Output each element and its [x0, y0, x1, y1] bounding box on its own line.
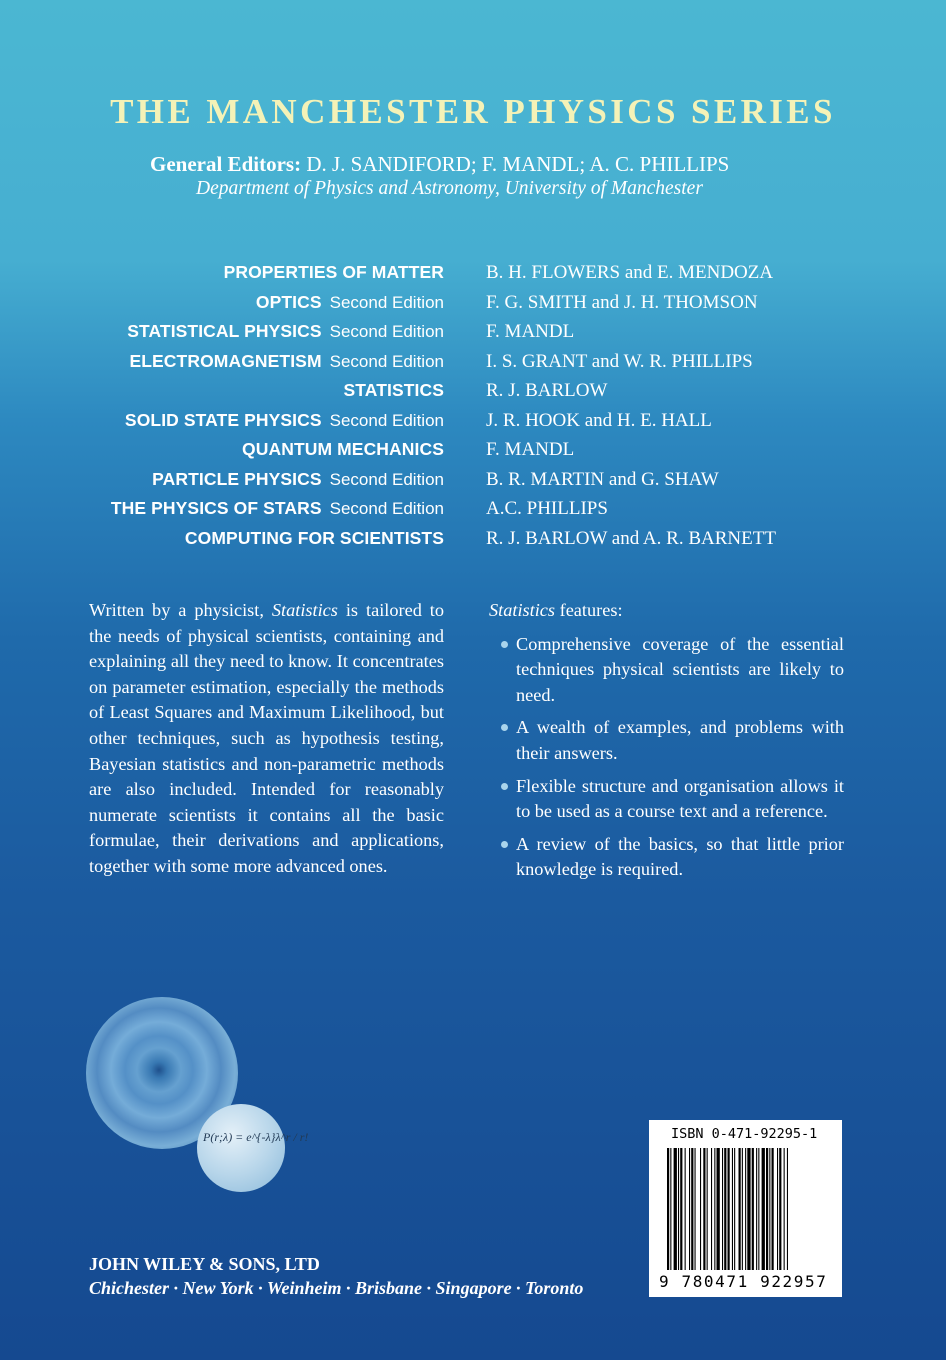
description-book-name: Statistics	[271, 600, 338, 620]
book-row	[0, 262, 946, 291]
feature-text: Comprehensive coverage of the essential techniques physical scientists are likely to need.	[516, 633, 844, 705]
feature-item	[489, 715, 844, 766]
book-row	[0, 469, 946, 498]
book-title: OPTICS	[255, 291, 322, 312]
bullet-icon	[501, 724, 508, 731]
book-title: STATISTICS	[343, 380, 444, 400]
bullet-icon	[501, 841, 508, 848]
book-edition: Second Edition	[329, 292, 444, 312]
book-row	[0, 498, 946, 527]
editors-names: D. J. SANDIFORD; F. MANDL; A. C. PHILLIPS	[306, 152, 730, 176]
book-authors: R. J. BARLOW and A. R. BARNETT	[486, 527, 776, 549]
book-edition: Second Edition	[329, 469, 444, 489]
bullet-icon	[501, 783, 508, 790]
book-authors: F. MANDL	[486, 439, 575, 460]
poisson-formula: P(r;λ) = e^{-λ}λ^r / r!	[203, 1130, 309, 1144]
book-row	[0, 439, 946, 468]
book-authors: F. G. SMITH and J. H. THOMSON	[486, 291, 758, 313]
features-heading-rest: features:	[555, 600, 623, 620]
feature-item	[489, 632, 844, 709]
book-edition: Second Edition	[329, 410, 444, 430]
feature-text: A review of the basics, so that little prior knowledge is required.	[516, 833, 844, 880]
book-row	[0, 528, 946, 557]
cover-art-formula-lens	[197, 1104, 309, 1192]
publisher-cities: Chichester · New York · Weinheim · Brisbane · Singapore · Toronto	[89, 1278, 584, 1298]
book-row	[0, 321, 946, 350]
feature-item	[489, 774, 844, 825]
book-title: PROPERTIES OF MATTER	[223, 262, 444, 282]
features-list	[489, 632, 844, 883]
book-row	[0, 410, 946, 439]
book-authors: R. J. BARLOW	[486, 380, 608, 401]
barcode-bars	[667, 1148, 833, 1270]
features-heading	[489, 598, 844, 624]
description-body: is tailored to the needs of physical scientists, containing and explaining all they need to know. It concentrates on parameter estimation, especially the methods of Least Squares and Maximum Likelihood, but other techniques, such as hypothesis testing, Bayesian statistics and non-parametric methods are also included. Intended for reasonably numerate scientists it contains all the basic formulae, their derivations and applications, together with some more advanced ones.	[89, 600, 444, 876]
ean-number: 9 780471 922957	[659, 1272, 828, 1291]
series-title: THE MANCHESTER PHYSICS SERIES	[110, 92, 836, 131]
department: Department of Physics and Astronomy, University of Manchester	[196, 178, 703, 199]
editors-label: General Editors:	[150, 152, 302, 176]
book-authors: B. H. FLOWERS and E. MENDOZA	[486, 262, 774, 283]
book-title: ELECTROMAGNETISM	[129, 350, 322, 371]
barcode	[649, 1120, 842, 1297]
book-title: STATISTICAL PHYSICS	[127, 321, 322, 341]
publisher-name: JOHN WILEY & SONS, LTD	[89, 1254, 320, 1274]
feature-text: Flexible structure and organisation allows it to be used as a course text and a reference.	[516, 775, 844, 822]
book-edition: Second Edition	[329, 351, 444, 371]
description-intro: Written by a physicist,	[89, 600, 272, 620]
book-authors: J. R. HOOK and H. E. HALL	[486, 409, 712, 431]
features-heading-italic: Statistics	[489, 600, 556, 620]
book-row	[0, 292, 946, 321]
book-title: THE PHYSICS OF STARS	[110, 498, 322, 518]
features-section	[489, 598, 844, 890]
book-authors: B. R. MARTIN and G. SHAW	[486, 468, 719, 490]
book-title: QUANTUM MECHANICS	[242, 439, 444, 459]
book-title: PARTICLE PHYSICS	[152, 468, 322, 489]
book-authors: I. S. GRANT and W. R. PHILLIPS	[486, 350, 753, 372]
book-row	[0, 351, 946, 380]
book-authors: A.C. PHILLIPS	[486, 498, 608, 519]
book-description	[89, 598, 444, 880]
bullet-icon	[501, 641, 508, 648]
feature-item	[489, 832, 844, 883]
isbn-number: ISBN 0-471-92295-1	[671, 1126, 818, 1142]
book-row	[0, 380, 946, 409]
book-edition: Second Edition	[329, 499, 444, 518]
book-edition: Second Edition	[329, 322, 444, 341]
book-authors: F. MANDL	[486, 321, 575, 342]
book-title: SOLID STATE PHYSICS	[124, 409, 322, 430]
book-title: COMPUTING FOR SCIENTISTS	[184, 527, 444, 548]
feature-text: A wealth of examples, and problems with their answers.	[516, 717, 844, 763]
general-editors	[150, 152, 729, 177]
